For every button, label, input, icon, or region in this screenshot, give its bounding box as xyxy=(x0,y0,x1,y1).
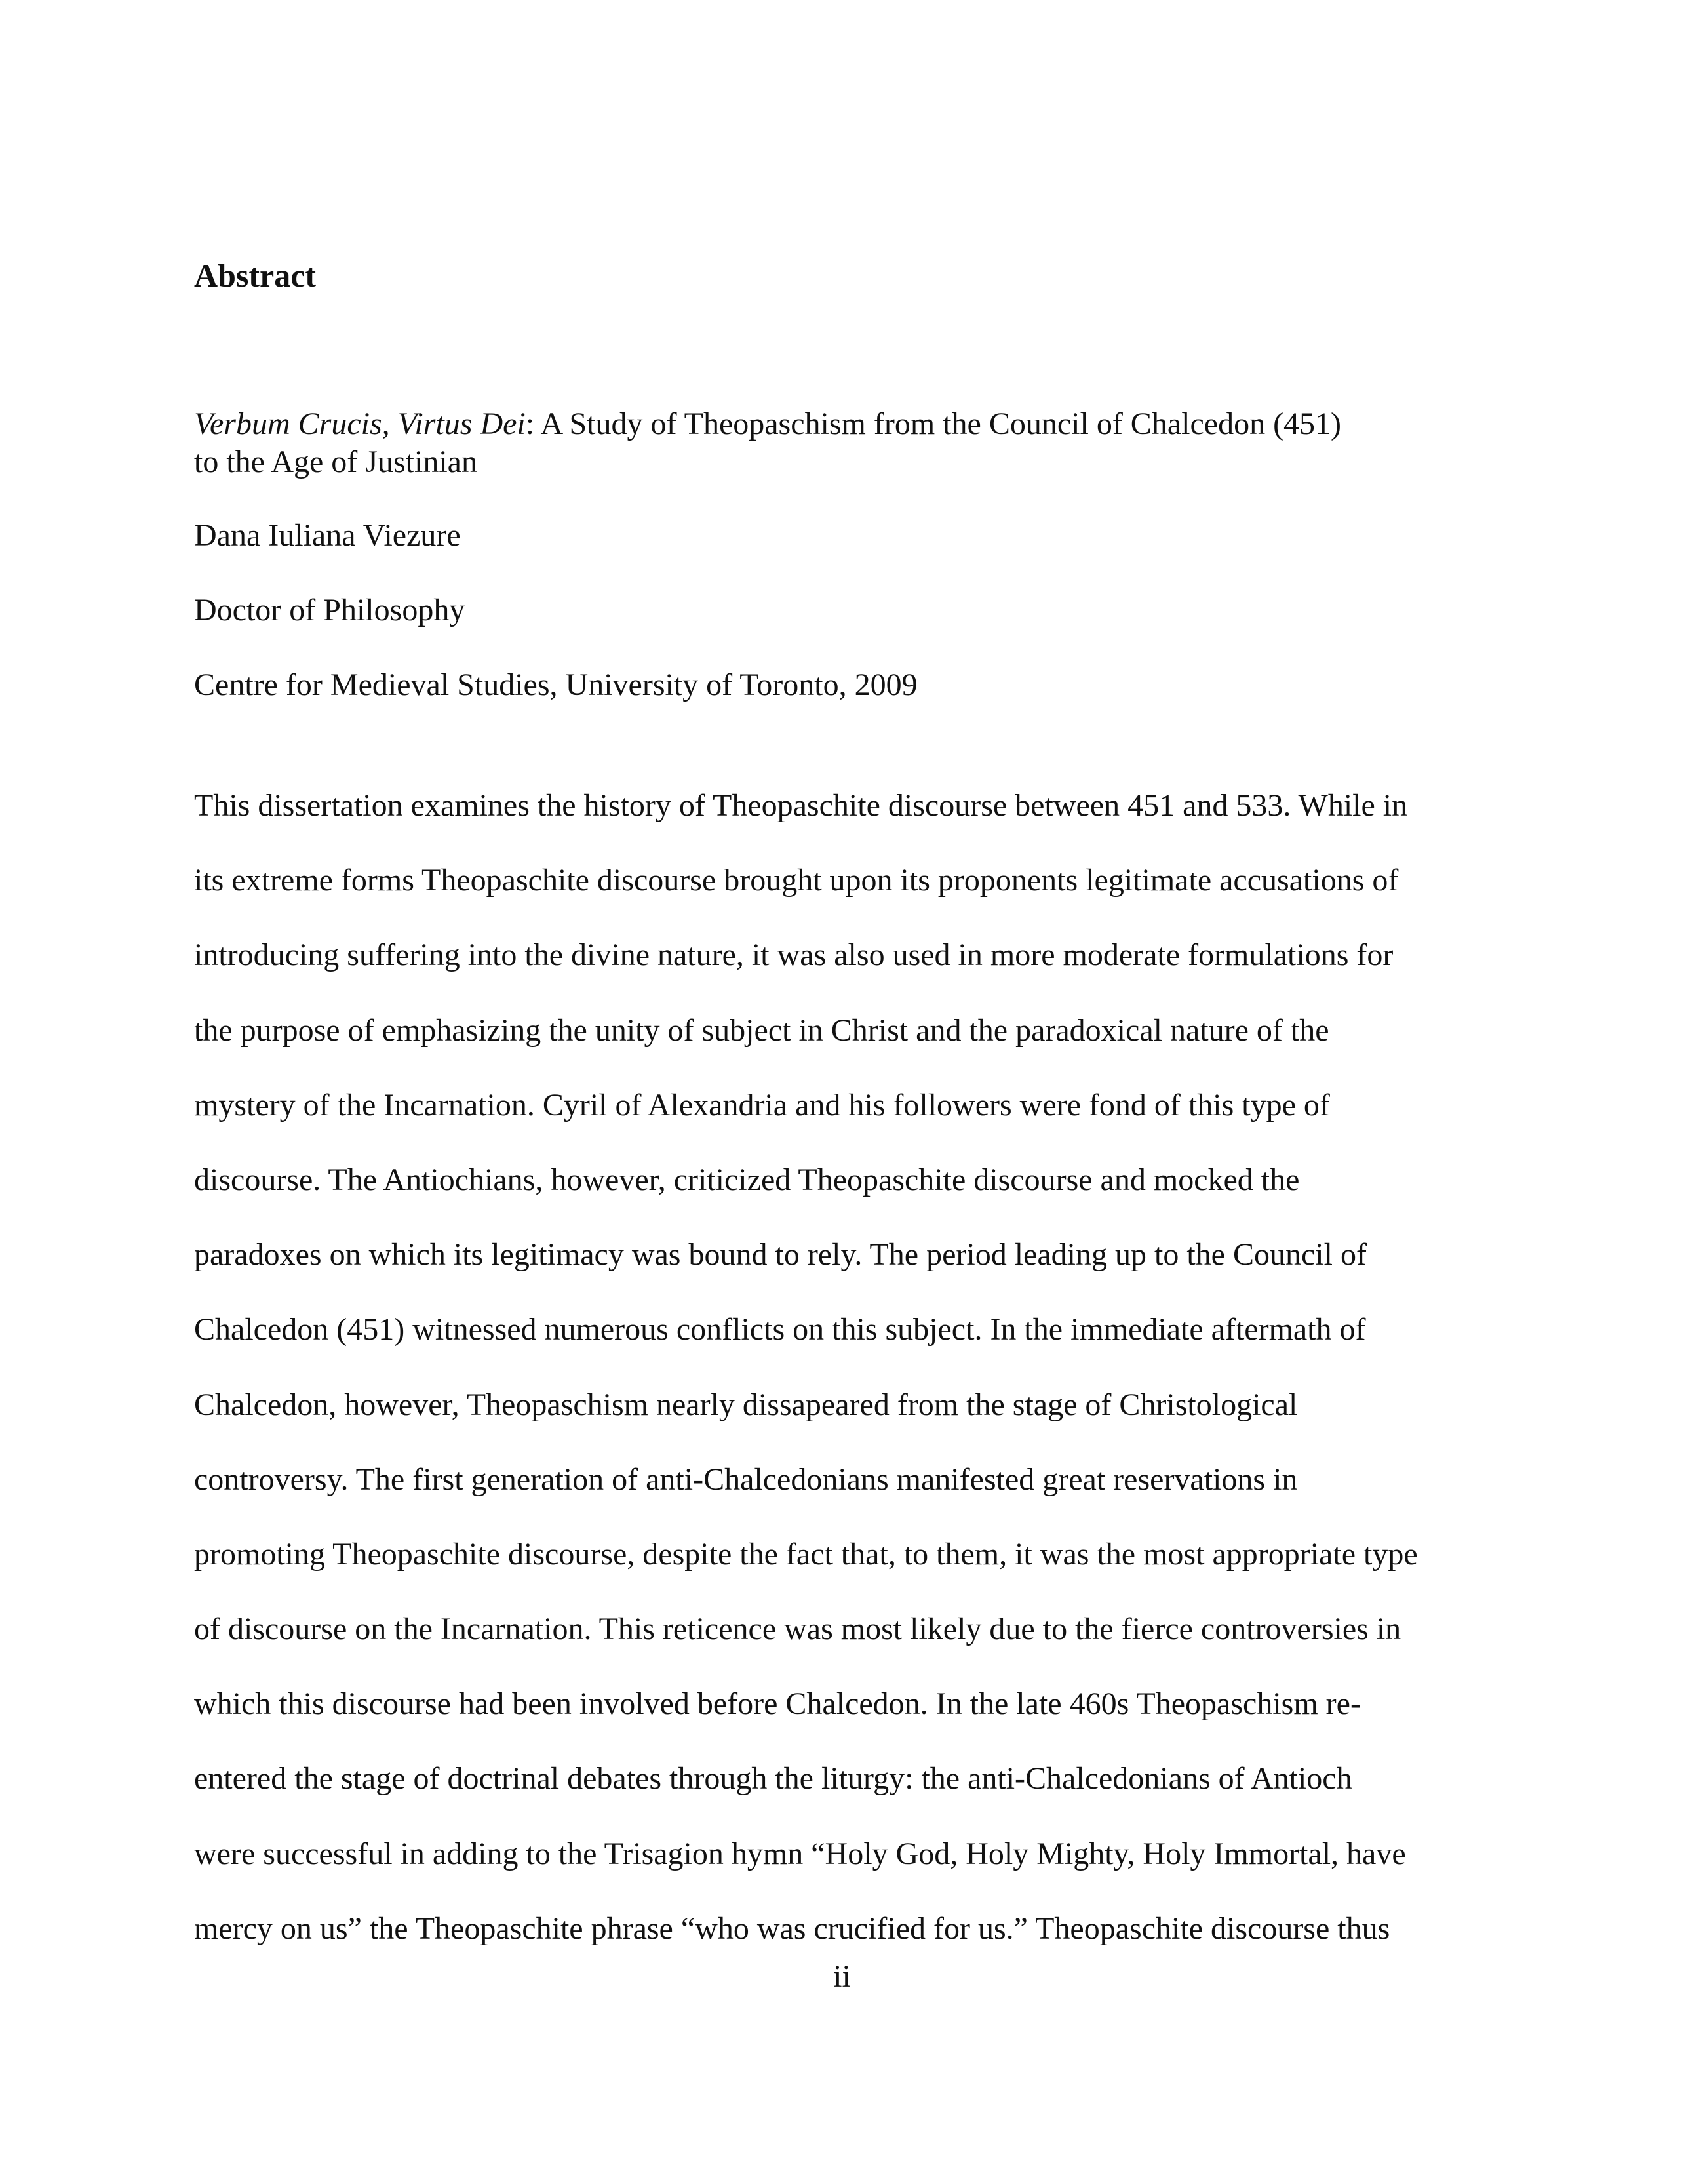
abstract-line: were successful in adding to the Trisagion hymn “Holy God, Holy Mighty, Holy Immortal, have xyxy=(194,1836,1406,1871)
abstract-line: Chalcedon (451) witnessed numerous conflicts on this subject. In the immediate aftermath of xyxy=(194,1312,1366,1347)
title-line1-rest: : A Study of Theopaschism from the Council of Chalcedon (451) xyxy=(525,407,1342,441)
abstract-heading: Abstract xyxy=(194,257,317,294)
abstract-line: paradoxes on which its legitimacy was bound to rely. The period leading up to the Council of xyxy=(194,1237,1367,1273)
abstract-line: Chalcedon, however, Theopaschism nearly dissapeared from the stage of Christological xyxy=(194,1387,1298,1422)
abstract-line: entered the stage of doctrinal debates through the liturgy: the anti-Chalcedonians of Antioch xyxy=(194,1761,1352,1797)
abstract-line: which this discourse had been involved before Chalcedon. In the late 460s Theopaschism re- xyxy=(194,1686,1361,1722)
dissertation-title xyxy=(194,405,1492,481)
abstract-line: introducing suffering into the divine nature, it was also used in more moderate formulations for xyxy=(194,938,1394,973)
title-line2: to the Age of Justinian xyxy=(194,445,477,479)
abstract-line: controversy. The first generation of anti-Chalcedonians manifested great reservations in xyxy=(194,1461,1298,1497)
title-italic-part: Verbum Crucis, Virtus Dei xyxy=(194,407,526,441)
page-number: ii xyxy=(833,1959,851,1994)
abstract-line: of discourse on the Incarnation. This reticence was most likely due to the fierce controversies in xyxy=(194,1612,1401,1647)
abstract-line: mystery of the Incarnation. Cyril of Alexandria and his followers were fond of this type of xyxy=(194,1087,1330,1122)
department: Centre for Medieval Studies, University of Toronto, 2009 xyxy=(194,667,918,702)
author-name: Dana Iuliana Viezure xyxy=(194,518,461,553)
abstract-line: the purpose of emphasizing the unity of subject in Christ and the paradoxical nature of the xyxy=(194,1012,1329,1048)
abstract-line: promoting Theopaschite discourse, despite the fact that, to them, it was the most appropriate type xyxy=(194,1536,1418,1572)
abstract-line: mercy on us” the Theopaschite phrase “who was crucified for us.” Theopaschite discourse thus xyxy=(194,1911,1390,1946)
abstract-body xyxy=(194,768,1487,1966)
abstract-line: discourse. The Antiochians, however, criticized Theopaschite discourse and mocked the xyxy=(194,1162,1300,1197)
abstract-line: This dissertation examines the history of Theopaschite discourse between 451 and 533. While in xyxy=(194,788,1408,823)
abstract-line: its extreme forms Theopaschite discourse brought upon its proponents legitimate accusations of xyxy=(194,863,1399,898)
degree: Doctor of Philosophy xyxy=(194,593,465,627)
